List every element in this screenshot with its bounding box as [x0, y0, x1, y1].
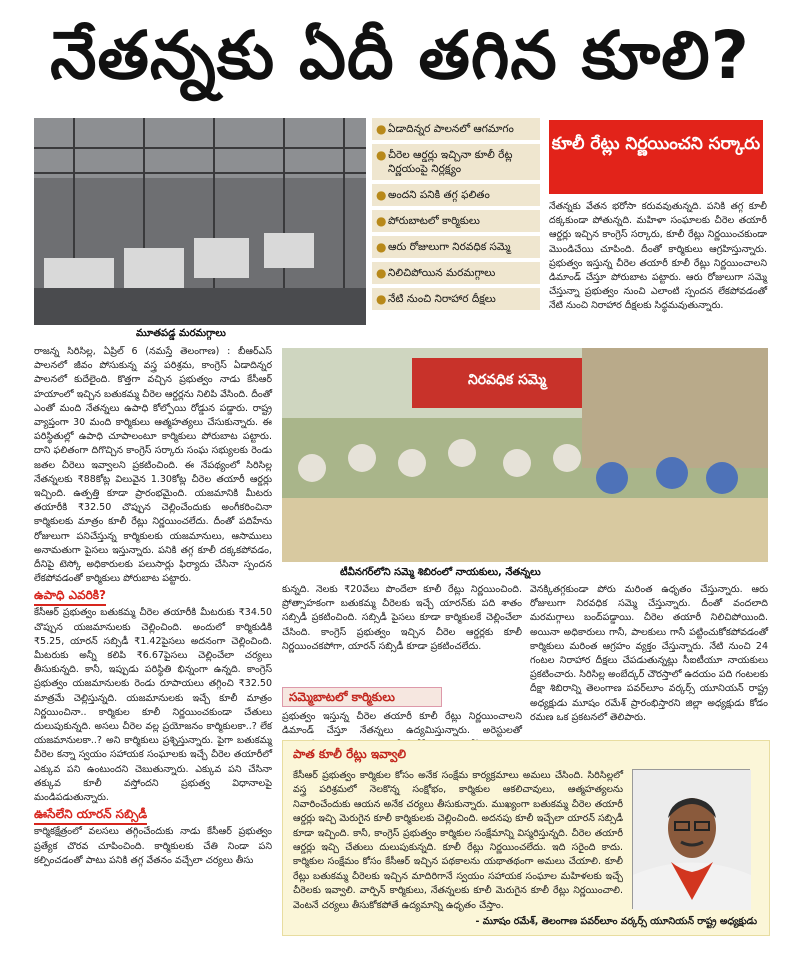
strike-banner-text: నిరవధిక సమ్మె: [467, 372, 547, 388]
quote-signature: - మూషం రమేశ్, తెలంగాణ పవర్‌లూం వర్కర్స్ యూనియన్ రాష్ట్ర అధ్యక్షుడు: [475, 916, 757, 927]
bullet-text: చీరెల ఆర్డర్లు ఇచ్చినా కూలీ రేట్ల నిర్ణయంపై నిర్లక్ష్యం: [388, 149, 513, 175]
looms-photo: [34, 118, 366, 325]
bullet-item: [372, 144, 540, 180]
bullet-dot-icon: ●: [376, 122, 387, 136]
bullet-dot-icon: ●: [376, 214, 387, 228]
article-paragraph: కార్మికక్షేత్రంలో వలసలు తగ్గించేందుకు నాడు కేసీఆర్ ప్రభుత్వం ప్రత్యేక చొరవ చూపించింది. కార్మికులకు చేతి నిండా పని కల్పించడంతో పాటు పనికి తగ్గ వేతనం వచ్చేలా చర్యలు తీసు: [34, 826, 272, 866]
subhead-text: ఉపాధి ఎవరికి?: [34, 586, 106, 606]
bullet-text: ఆరు రోజులుగా నిరవధిక సమ్మె: [388, 241, 511, 253]
bullet-dot-icon: ●: [376, 292, 387, 306]
bullet-item: [372, 262, 540, 284]
subhead-strike: సమ్మెబాటలో కార్మికులు: [282, 687, 442, 707]
article-mid-col-2: ప్రభుత్వం ఇస్తున్న చీరెల తయారీ కూలీ రేట్లు నిర్ణయించాలని డిమాండ్ చేస్తూ నేతన్నలు ఉద్యమిస్తున్నారు. అరెస్టులతో: [282, 711, 522, 737]
subhead-yarn-subsidy: [34, 805, 272, 825]
strike-camp-photo: [282, 348, 768, 562]
bullet-dot-icon: ●: [376, 188, 387, 202]
subhead-text: ఊసేలేని యారన్ సబ్సిడీ: [34, 805, 147, 825]
bullet-text: అందని పనికి తగ్గ ఫలితం: [388, 189, 490, 201]
bullet-dot-icon: ●: [376, 148, 387, 162]
bullet-text: నిలిచిపోయిన మరమగ్గాలు: [388, 267, 496, 279]
bullet-item: [372, 210, 540, 232]
article-left-col: [34, 345, 272, 945]
article-intro: నేతన్నకు వేతన భరోసా కరువవుతున్నది. పనికి తగ్గ కూలీ దక్కకుండా పోతున్నది. మహిళా సంఘాలకు చీరెల తయారీ ఆర్డర్లు ఇచ్చిన కాంగ్రెస్ సర్కారు, కూలీ రేట్లు నిర్ణయించకుండా మొండిచేయి చూపింది. దీంతో కార్మికులు ఆగ్రహిస్తున్నారు. ప్రభుత్వం ఇస్తున్న చీరెల తయారీ కూలీ రేట్లు నిర్ణయించాలని డిమాండ్ చేస్తూ పోరుబాట పట్టారు. ఆరు రోజులుగా సమ్మె చేస్తున్నా ప్రభుత్వం నుంచి ఎలాంటి స్పందన లేకపోవడంతో నేటి నుంచి నిరాహార దీక్షలకు సిద్ధమవుతున్నారు.: [549, 201, 767, 312]
red-highlight-box: కూలీ రేట్లు నిర్ణయించని సర్కారు: [549, 120, 763, 194]
article-mid-col: [282, 583, 522, 687]
looms-photo-caption: మూతపడ్డ మరమగ్గాలు: [136, 328, 226, 339]
quote-title: పాత కూలీ రేట్లు ఇవ్వాలి: [293, 747, 406, 761]
article-right-col: వెనక్కితగ్గకుండా పోరు మరింత ఉధృతం చేస్తున్నారు. ఆరు రోజులుగా నిరవధిక సమ్మె చేస్తున్నారు. దీంతో వందలాది మరమగ్గాలు బంద్‌పడ్డాయి. చీరెల తయారీ నిలిచిపోయింది. అయినా అధికారులు గానీ, పాలకులు గానీ పట్టించుకోకపోవడంతో కార్మికులు మరింత ఆగ్రహం వ్యక్తం చేస్తున్నారు. నేటి నుంచి 24 గంటల నిరాహార దీక్షలు చేపడుతున్నట్లు సీఐటీయూ నాయకులు ప్రకటించారు. సిరిసిల్ల అంబేద్కర్ చౌరస్తాలో ఉదయం పది గంటలకు దీక్షా శిబిరాన్ని తెలంగాణ పవర్‌లూం వర్కర్స్ యూనియన్ రాష్ట్ర అధ్యక్షుడు మూషం రమేశ్ ప్రారంభిస్తారని జిల్లా అధ్యక్షుడు కోడం రమణ ఒక ప్రకటనలో తెలిపారు.: [530, 584, 769, 723]
bullet-text: ఏడాదిన్నర పాలనలో ఆగమాగం: [388, 123, 514, 135]
bullet-item: [372, 288, 540, 310]
article-paragraph: కున్నది. నెలకు ₹20వేలు పొందేలా కూలీ రేట్లు నిర్ణయించింది. ప్రోత్సాహకంగా బతుకమ్మ చీరెలకు ఇచ్చే యారన్‌కు పది శాతం సబ్సిడీ ప్రకటించింది. సబ్సిడీ పైసలు కూడా కార్మికులకే చెల్లించేలా చేసింది. కాంగ్రెస్ ప్రభుత్వం ఇచ్చిన చీరెల ఆర్డర్లకు కూలీ నిర్ణయించకపోగా, యారన్ సబ్సిడీ కూడా ప్రకటించలేదు.: [282, 584, 522, 652]
quote-box: [282, 740, 770, 936]
bullet-item: [372, 184, 540, 206]
bullet-dot-icon: ●: [376, 240, 387, 254]
portrait-photo: [632, 769, 750, 909]
strike-camp-photo-caption: టీవీనగర్‌లోని సమ్మె శిబిరంలో నాయకులు, నేతన్నలు: [340, 567, 541, 578]
bullet-item: [372, 118, 540, 140]
bullet-list: [372, 118, 540, 314]
headline: నేతన్నకు ఏదీ తగిన కూలి?: [50, 17, 750, 94]
bullet-text: నేటి నుంచి నిరాహార దీక్షలు: [388, 293, 496, 305]
bullet-dot-icon: ●: [376, 266, 387, 280]
article-paragraph: రాజన్న సిరిసిల్ల, ఏప్రిల్ 6 (నమస్తే తెలంగాణ) : బీఆర్‌ఎస్ పాలనలో జీవం పోసుకున్న వస్త్ర పరిశ్రమ, కాంగ్రెస్ ఏడాదిన్నర పాలనలో కుదేలైంది. కొత్తగా వచ్చిన ప్రభుత్వం నాడు కేసీఆర్ హయాంలో ఇచ్చిన బతుకమ్మ చీరెల ఆర్డర్లను నిలిపి వేసింది. దీంతో ఎంతో మంది నేతన్నలు ఉపాధి కోల్పోయి రోడ్డున పడ్డారు. రాష్ట్ర వ్యాప్తంగా 30 మంది కార్మికులు ఆత్మహత్యలు చేసుకున్నారు. ఈ పరిస్థితుల్లో ఉపాధి చూపాలంటూ కార్మికులు పోరుబాట పట్టారు. దాని ఫలితంగా దిగొచ్చిన కాంగ్రెస్ సర్కారు సంఘ సభ్యులకు రెండు జతల చీరెలు ఇవ్వాలని ప్రకటించింది. ఈ నేపథ్యంలో సిరిసిల్ల నేతన్నలకు ₹88కోట్ల విలువైన 1.30కోట్ల చీరెల తయారీ ఆర్డర్లు ఇచ్చింది. ఉత్పత్తి కూడా ప్రారంభమైంది. యజమానికి మీటరు తయారీకి ₹32.50 చొప్పున చెల్లించేందుకు అంగీకరించినా కార్మికులకు మాత్రం కూలీ రేట్లు నిర్ణయించలేదు. దీంతో పదిహేను రోజులుగా పనిచేస్తున్న కార్మికులకు యజమానులు, ఆసాములు అనామతుగా పైసలు ఇస్తున్నారు. పనికి తగ్గ కూలీ దక్కకపోవడం, దీనిపై టెస్కో అధికారులకు పలుసార్లు ఫిర్యాదు చేసినా స్పందన లేకపోవడంతో కార్మికులు పోరుబాట పట్టారు.: [34, 346, 272, 585]
subhead-employment: [34, 586, 272, 606]
bullet-item: [372, 236, 540, 258]
quote-text: కేసీఆర్ ప్రభుత్వం కార్మికుల కోసం అనేక సంక్షేమ కార్యక్రమాలు అమలు చేసింది. సిరిసిల్లలో వస్త్ర పరిశ్రమలో నెలకొన్న సంక్షోభం, కార్మికుల ఆకలిచావులు, ఆత్మహత్యలను నివారించేందుకు ఆయన అనేక చర్యలు తీసుకున్నారు. ముఖ్యంగా బతుకమ్మ చీరెల తయారీ ఆర్డర్లు ఇచ్చి మెరుగైన కూలీ కార్మికులకు చెల్లించింది. అదనపు కూలీ ఇచ్చేలా యారన్ సబ్సిడీ కూడా ఇచ్చింది. కానీ, కాంగ్రెస్ ప్రభుత్వం కార్మికుల సంక్షేమాన్ని విస్మరిస్తున్నది. చీరెల తయారీ ఆర్డర్లు ఇచ్చి చేతులు దులుపుకున్నది. కూలీ రేట్లు నిర్ణయించలేదు. ఇది సరైంది కాదు. కార్మికుల సంక్షేమం కోసం కేసీఆర్ ఇచ్చిన పథకాలను యథాతథంగా అమలు చేయాలి. కూలీ రేట్లు బతుకమ్మ చీరెలకు ఇచ్చిన మాదిరిగానే స్వయం సహాయక సంఘాల మహిళలకు ఇచ్చే చీరెలకు ఇవ్వాలి. వార్పిన్ కార్మికులు, నేతన్నలకు కూలీ మెరుగైన కూలీ రేట్లు నిర్ణయించాలి. వెంటనే చర్యలు తీసుకోకపోతే ఉద్యమాన్ని ఉధృతం చేస్తాం.: [293, 770, 623, 911]
article-paragraph: కేసీఆర్ ప్రభుత్వం బతుకమ్మ చీరెల తయారీకి మీటరుకు ₹34.50 చొప్పున యజమానులకు చెల్లించింది. అందులో కార్మికుడికి ₹5.25, యారన్ సబ్సిడీ ₹1.42పైసలు అదనంగా చెల్లించింది. మీటరుకు అన్నీ కలిపి ₹6.67పైసలు చెల్లించేలా చర్యలు తీసుకున్నది. కానీ, ఇప్పుడు పరిస్థితి భిన్నంగా ఉన్నది. కాంగ్రెస్ ప్రభుత్వం యజమానులకు రెండు రూపాయలు తగ్గించి ₹32.50 మాత్రమే చెల్లిస్తున్నది. యజమానులకు ఇచ్చే కూలీ మాత్రం నిర్ణయించినా.. కార్మికుల కూలీ నిర్ణయించకుండా చేతులు దులుపుకున్నది. అసలు చీరెల వల్ల ప్రయోజనం కార్మికులకా..? లేక యజమానులకా..? అని కార్మికులు ప్రశ్నిస్తున్నారు. పైగా బతుకమ్మ చీరెల కన్నా స్వయం సహాయక సంఘాలకు ఇచ్చే చీరెల తయారీలో ఎక్కువ పని ఉంటుందని చెబుతున్నారు. ఎక్కువ పని చేసినా తక్కువ కూలీ వస్తోందని ప్రభుత్వ విధానాలపై మండిపడుతున్నారు.: [34, 607, 272, 804]
bullet-text: పోరుబాటలో కార్మికులు: [388, 215, 480, 227]
